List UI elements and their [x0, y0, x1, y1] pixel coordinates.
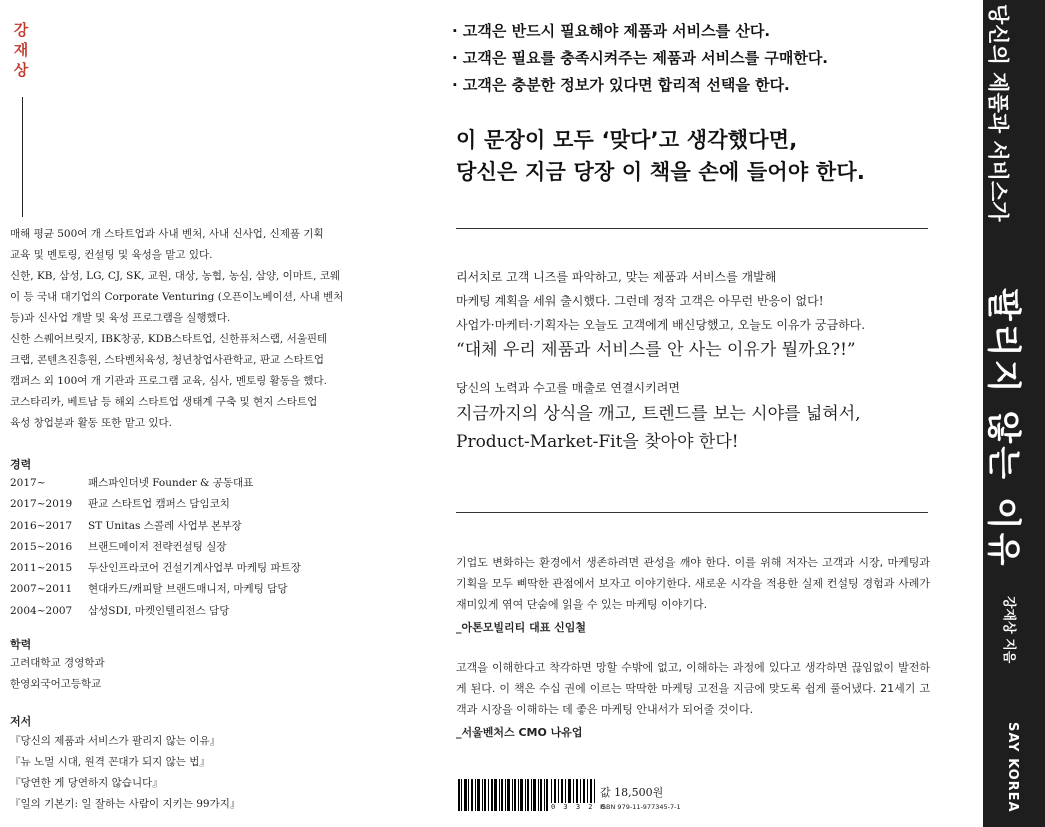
- author-char: 상: [13, 61, 29, 79]
- bio-line: 이 등 국내 대기업의 Corporate Venturing (오픈이노베이션, 사내 벤처: [10, 291, 344, 303]
- intro-line: 사업가·마케터·기획자는 오늘도 고객에게 배신당했고, 오늘도 이유가 궁금하다.: [456, 318, 866, 332]
- career-years: 2016~2017: [10, 519, 73, 532]
- author-flap: [0, 0, 370, 827]
- career-years: 2015~2016: [10, 540, 73, 553]
- career-row: [10, 473, 365, 494]
- career-years: 2011~2015: [10, 562, 73, 575]
- bio-line: 코스타리카, 베트남 등 해외 스타트업 생태계 구축 및 현지 스타트업: [10, 396, 318, 408]
- career-role: 두산인프라코어 건설기계사업부 마케팅 파트장: [88, 562, 301, 575]
- ean-addon-barcode: [551, 779, 595, 803]
- author-name: [10, 20, 32, 80]
- career-role: 브랜드메이저 전략컨설팅 실장: [88, 540, 227, 553]
- divider-vertical: [22, 97, 23, 217]
- career-role: 패스파인더넷 Founder & 공동대표: [88, 477, 254, 489]
- big-line: Product-Market-Fit을 찾아야 한다!: [456, 432, 739, 452]
- career-years: 2007~2011: [10, 583, 73, 596]
- education-item: 한영외국어고등학교: [10, 678, 102, 690]
- bio-line: 신한, KB, 삼성, LG, CJ, SK, 교원, 대상, 농협, 농심, 삼양, 이마트, 코웨: [10, 270, 341, 282]
- book-item: 『일의 기본기: 일 잘하는 사람이 지키는 99가지』: [10, 798, 241, 810]
- career-role: 현대카드/캐피탈 브랜드매니저, 마케팅 담당: [88, 583, 288, 596]
- claim-item: · 고객은 반드시 필요해야 제품과 서비스를 산다.: [452, 22, 771, 40]
- lead-line: 당신의 노력과 수고를 매출로 연결시키려면: [456, 381, 680, 395]
- career-years: 2017~2019: [10, 498, 73, 511]
- review-1: [456, 552, 930, 638]
- book-item: 『당연한 게 당연하지 않습니다』: [10, 777, 163, 789]
- career-row: [10, 579, 365, 600]
- books-list: [10, 731, 365, 815]
- education-item: 고려대학교 경영학과: [10, 657, 105, 669]
- review-signature: _아톤모빌리티 대표 신임철: [456, 621, 587, 634]
- author-bio: [10, 224, 360, 434]
- career-role: 삼성SDI, 마켓인텔리전스 담당: [88, 604, 230, 617]
- divider-top: [456, 228, 928, 229]
- claim-item: · 고객은 필요를 충족시켜주는 제품과 서비스를 구매한다.: [452, 49, 829, 67]
- spine-publisher: SAY KOREA: [1005, 722, 1020, 813]
- claims-list: [452, 18, 828, 99]
- pitch-section: [456, 265, 946, 456]
- intro-line: 마케팅 계획을 세워 출시했다. 그런데 정작 고객은 아무런 반응이 없다!: [456, 294, 824, 308]
- bio-line: 매해 평균 500여 개 스타트업과 사내 벤처, 사내 신사업, 신제품 기획: [10, 228, 324, 240]
- spine-title: 팔리지 않는 이유: [983, 288, 1023, 569]
- review-text: 기업도 변화하는 환경에서 생존하려면 관성을 깨야 한다. 이를 위해 저자는 고객과 시장, 마케팅과 기획을 모두 삐딱한 관점에서 보자고 이야기한다. 새로운 시각을 적용한 실제 컨설팅 경험과 사례가 재미있게 엮여 단숨에 읽을 수 있는 마케팅 이야기다.: [456, 556, 930, 611]
- book-item: 『뉴 노멀 시대, 원격 꼰대가 되지 않는 법』: [10, 756, 210, 768]
- books-heading: 저서: [10, 715, 32, 728]
- intro-line: 리서치로 고객 니즈를 파악하고, 맞는 제품과 서비스를 개발해: [456, 270, 777, 284]
- career-heading: 경력: [10, 458, 32, 471]
- education-list: [10, 653, 365, 695]
- career-row: [10, 601, 365, 622]
- author-char: 재: [13, 41, 29, 59]
- ean-addon-number: 0 3 3 2 0: [551, 803, 607, 811]
- headline: [456, 124, 865, 188]
- review-text: 고객을 이해한다고 착각하면 망할 수밖에 없고, 이해하는 과정에 있다고 생각하면 끊임없이 발전하게 된다. 이 책은 수십 권에 이르는 딱딱한 마케팅 고전을 지금에 맞도록 쉽게 풀어냈다. 21세기 고객과 시장을 이해하는 데 좋은 마케팅 안내서가 되어줄 것이다.: [456, 661, 930, 716]
- divider-bottom: [456, 512, 928, 513]
- claim-item: · 고객은 충분한 정보가 있다면 합리적 선택을 한다.: [452, 76, 790, 94]
- headline-line: 당신은 지금 당장 이 책을 손에 들어야 한다.: [456, 160, 866, 184]
- career-row: [10, 537, 365, 558]
- book-spine: [983, 0, 1045, 827]
- bio-line: 크랩, 콘텐츠진흥원, 스타벤처육성, 청년창업사관학교, 판교 스타트업: [10, 354, 325, 366]
- big-line: 지금까지의 상식을 깨고, 트렌드를 보는 시야를 넓혀서,: [456, 404, 861, 424]
- review-2: [456, 657, 930, 743]
- bio-line: 육성 창업분과 활동 또한 맡고 있다.: [10, 417, 173, 429]
- career-role: 판교 스타트업 캠퍼스 담임코치: [88, 498, 230, 511]
- bio-line: 신한 스퀘어브릿지, IBK창공, KDB스타트업, 신한퓨처스랩, 서울핀테: [10, 333, 328, 345]
- career-row: [10, 558, 365, 579]
- isbn-barcode: [458, 779, 548, 811]
- author-char: 강: [13, 21, 29, 39]
- bio-line: 등)과 신사업 개발 및 육성 프로그램을 실행했다.: [10, 312, 231, 324]
- career-years: 2017~: [10, 477, 46, 489]
- career-row: [10, 516, 365, 537]
- career-role: ST Unitas 스콜레 사업부 본부장: [88, 519, 242, 532]
- bio-line: 캠퍼스 외 100여 개 기관과 프로그램 교육, 심사, 멘토링 활동을 했다.: [10, 375, 328, 387]
- book-item: 『당신의 제품과 서비스가 팔리지 않는 이유』: [10, 735, 221, 747]
- headline-line: 이 문장이 모두 ‘맞다’고 생각했다면,: [456, 128, 798, 152]
- bio-line: 교육 및 멘토링, 컨설팅 및 육성을 맡고 있다.: [10, 249, 213, 261]
- reader-quote: “대체 우리 제품과 서비스를 안 사는 이유가 뭘까요?!”: [456, 340, 856, 360]
- career-row: [10, 494, 365, 515]
- spine-author: 강재상 지음: [1001, 596, 1016, 664]
- career-years: 2004~2007: [10, 604, 73, 617]
- career-list: [10, 473, 365, 622]
- isbn-number: ISBN 979-11-977345-7-1: [600, 803, 681, 811]
- review-signature: _서울벤처스 CMO 나유업: [456, 726, 583, 739]
- education-heading: 학력: [10, 638, 32, 651]
- spine-subtitle: 당신의 제품과 서비스가: [986, 4, 1010, 222]
- price: 값 18,500원: [600, 786, 664, 799]
